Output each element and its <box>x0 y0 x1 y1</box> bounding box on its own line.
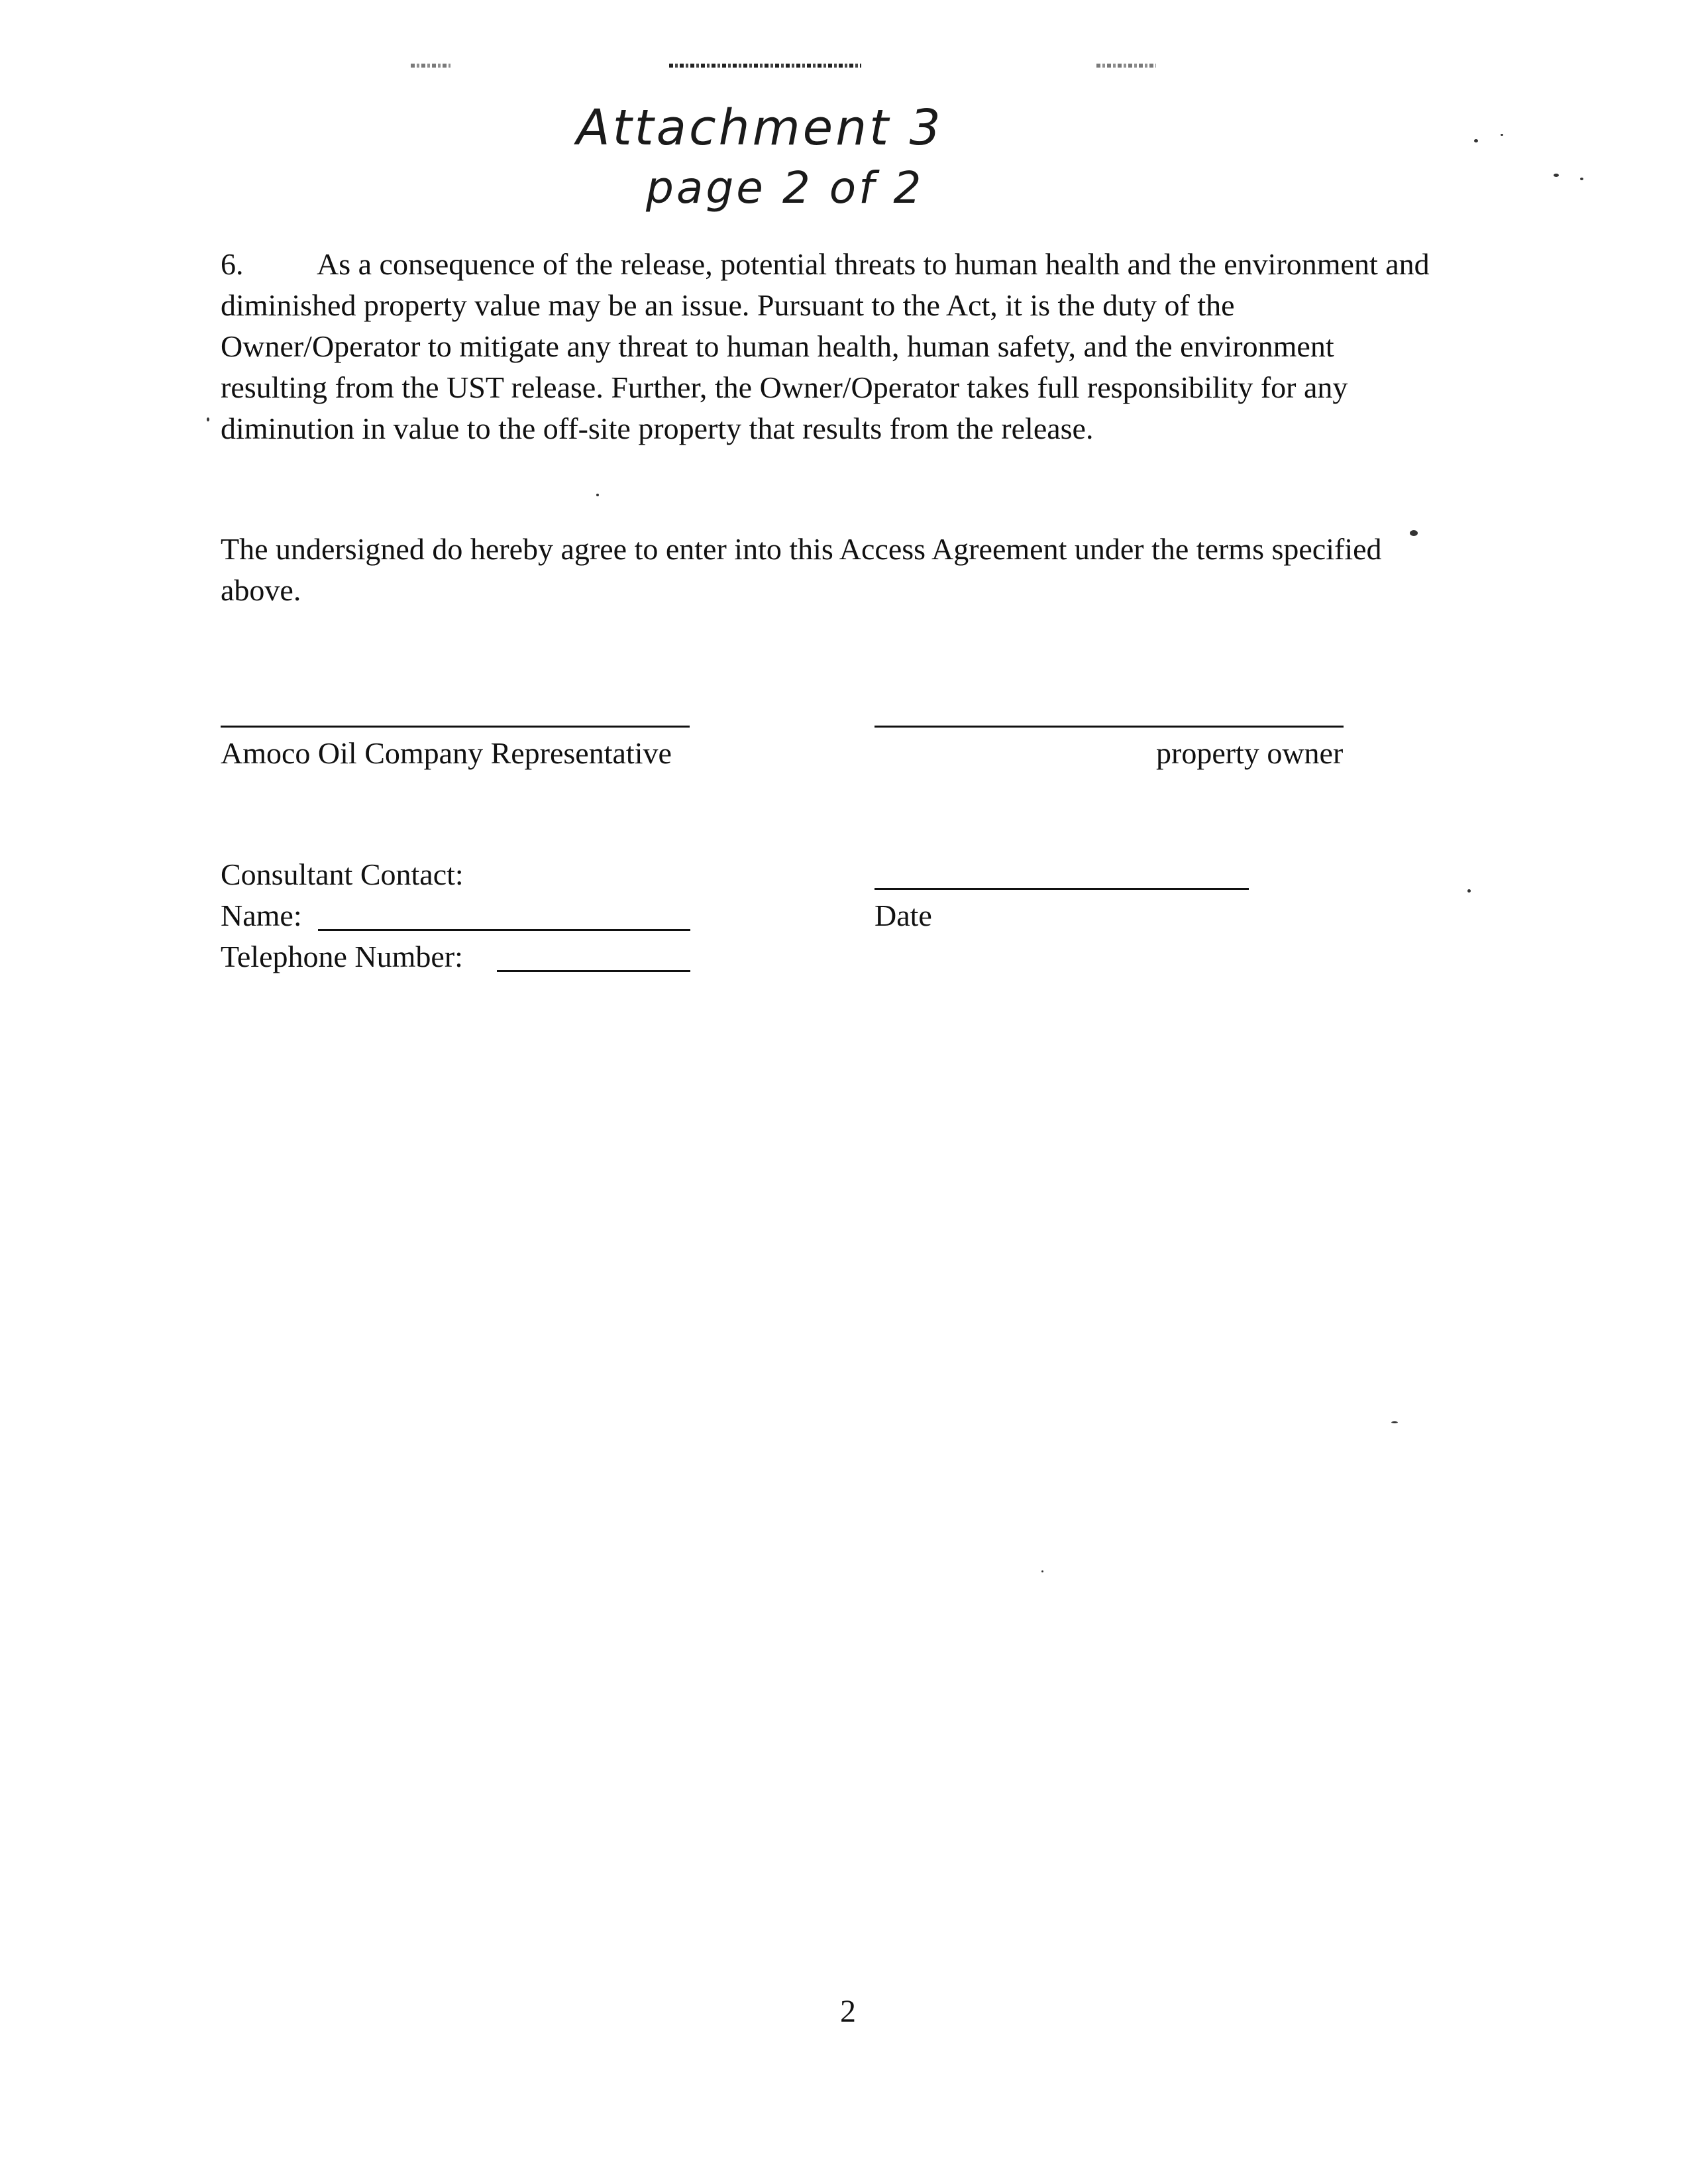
amoco-representative-label: Amoco Oil Company Representative <box>221 736 672 770</box>
scan-speck <box>207 417 209 421</box>
scan-speck <box>1474 139 1478 142</box>
scan-speck <box>1391 1421 1398 1423</box>
property-owner-label: property owner <box>1156 736 1344 770</box>
paragraph-6 <box>221 244 1433 449</box>
scan-speck <box>1501 134 1503 136</box>
consultant-contact-heading: Consultant Contact: <box>221 857 464 891</box>
date-label: Date <box>874 899 932 932</box>
agreement-statement: The undersigned do hereby agree to enter into this Access Agreement under the terms specified above. <box>221 532 1382 607</box>
scan-speck <box>1580 178 1583 180</box>
scan-artifact-header-small <box>411 64 450 68</box>
property-owner-signature-line <box>874 726 1344 728</box>
consultant-phone-label: Telephone Number: <box>221 940 463 973</box>
scan-speck <box>1410 530 1418 536</box>
scan-speck <box>1041 1570 1043 1572</box>
handwritten-attachment-title: Attachment 3 <box>576 99 943 156</box>
date-line <box>874 888 1249 890</box>
handwritten-page-note: page 2 of 2 <box>646 162 924 213</box>
paragraph-number: 6. <box>221 247 244 281</box>
scan-artifact-header <box>669 64 861 68</box>
consultant-name-label: Name: <box>221 899 302 932</box>
scan-speck <box>596 494 599 496</box>
scan-artifact-header-right <box>1096 64 1156 68</box>
paragraph-6-text: As a consequence of the release, potential threats to human health and the environment and diminished property value may be an issue. Pursuant to the Act, it is the duty of the Owner/Operator to mitigate any threat to human health, human safety, and the environment resulting from the UST release. Further, the Owner/Operator takes full responsibility for any diminution in value to the off-site property that results from the release. <box>221 247 1430 445</box>
scan-speck <box>1554 174 1559 177</box>
consultant-name-line <box>318 929 690 931</box>
page-number: 2 <box>840 1994 856 2029</box>
scan-speck <box>1467 889 1471 893</box>
consultant-phone-line <box>497 970 690 972</box>
amoco-signature-line <box>221 726 690 728</box>
